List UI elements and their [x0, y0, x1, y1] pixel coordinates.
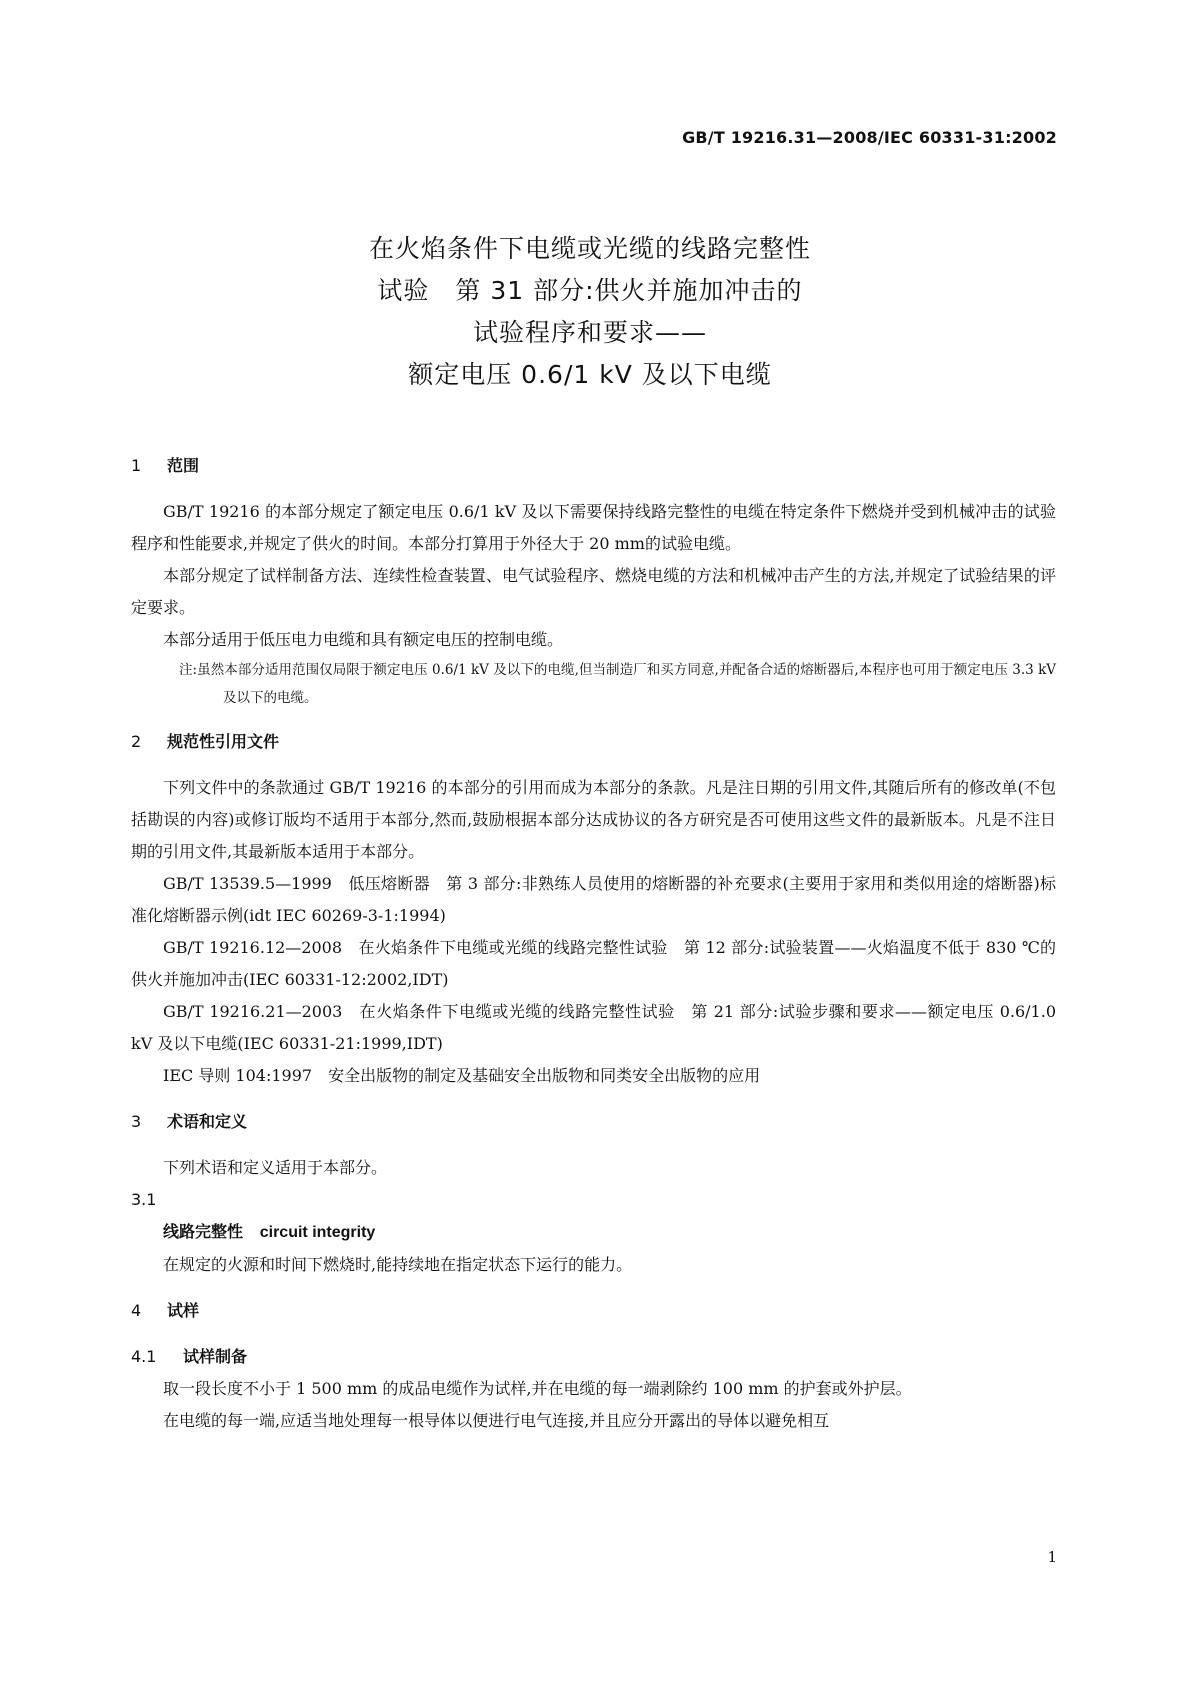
standard-number: GB/T 19216.31—2008/IEC 60331-31:2002: [682, 128, 1057, 147]
section-number: 3: [131, 1112, 142, 1131]
reference-item: GB/T 19216.12—2008 在火焰条件下电缆或光缆的线路完整性试验 第 12 部分:试验装置——火焰温度不低于 830 ℃的供火并施加冲击(IEC 60331-12:2002,IDT): [131, 938, 1056, 989]
subsection-number: 3.1: [131, 1190, 157, 1209]
reference-item: GB/T 19216.21—2003 在火焰条件下电缆或光缆的线路完整性试验 第 21 部分:试验步骤和要求——额定电压 0.6/1.0 kV 及以下电缆(IEC 60331-21:1999,IDT): [131, 1002, 1056, 1053]
term-entry: [131, 1216, 1056, 1249]
section-title: 规范性引用文件: [167, 732, 280, 751]
section-title: 试样: [167, 1301, 200, 1320]
subsection-number: 4.1: [131, 1347, 157, 1366]
section-4-paragraph-2: 在电缆的每一端,应适当地处理每一根导体以便进行电气连接,并且应分开露出的导体以避免相互: [163, 1411, 830, 1430]
section-3-heading: [131, 1106, 1056, 1138]
reference-item: IEC 导则 104:1997 安全出版物的制定及基础安全出版物和同类安全出版物的应用: [163, 1066, 761, 1085]
term-english: circuit integrity: [259, 1224, 376, 1241]
section-2-paragraph-1: 下列文件中的条款通过 GB/T 19216 的本部分的引用而成为本部分的条款。凡是注日期的引用文件,其随后所有的修改单(不包括勘误的内容)或修订版均不适用于本部分,然而,鼓励根据本部分达成协议的各方研究是否可使用这些文件的最新版本。凡是不注日期的引用文件,其最新版本适用于本部分。: [131, 778, 1056, 861]
page-number: 1: [1047, 1548, 1057, 1566]
title-line-1: 在火焰条件下电缆或光缆的线路完整性: [368, 234, 811, 263]
section-1-paragraph-2: 本部分规定了试样制备方法、连续性检查装置、电气试验程序、燃烧电缆的方法和机械冲击产生的方法,并规定了试验结果的评定要求。: [131, 566, 1056, 617]
subsection-title: 试样制备: [183, 1347, 248, 1366]
title-line-2: 试验 第 31 部分:供火并施加冲击的: [377, 276, 803, 305]
section-number: 4: [131, 1301, 142, 1320]
section-number: 2: [131, 732, 142, 751]
section-3-paragraph-1: 下列术语和定义适用于本部分。: [163, 1158, 388, 1177]
title-line-4: 额定电压 0.6/1 kV 及以下电缆: [408, 360, 772, 389]
subsection-3-1-number: [131, 1184, 1056, 1216]
document-title: [160, 228, 1020, 396]
section-4-heading: [131, 1295, 1056, 1327]
term-chinese: 线路完整性: [163, 1222, 244, 1241]
term-definition: 在规定的火源和时间下燃烧时,能持续地在指定状态下运行的能力。: [163, 1255, 633, 1274]
subsection-4-1-heading: [131, 1341, 1056, 1373]
section-1-paragraph-1: GB/T 19216 的本部分规定了额定电压 0.6/1 kV 及以下需要保持线路完整性的电缆在特定条件下燃烧并受到机械冲击的试验程序和性能要求,并规定了供火的时间。本部分打算用于外径大于 20 mm的试验电缆。: [131, 502, 1056, 553]
reference-item: GB/T 13539.5—1999 低压熔断器 第 3 部分:非熟练人员使用的熔断器的补充要求(主要用于家用和类似用途的熔断器)标准化熔断器示例(idt IEC 60269-3-1:1994): [131, 874, 1056, 925]
title-line-3: 试验程序和要求——: [472, 318, 707, 347]
section-title: 术语和定义: [167, 1112, 248, 1131]
section-4-paragraph-1: 取一段长度不小于 1 500 mm 的成品电缆作为试样,并在电缆的每一端剥除约 100 mm 的护套或外护层。: [163, 1379, 912, 1398]
document-body: [131, 450, 1056, 1437]
section-1-note: 注:虽然本部分适用范围仅局限于额定电压 0.6/1 kV 及以下的电缆,但当制造厂和买方同意,并配备合适的熔断器后,本程序也可用于额定电压 3.3 kV 及以下的电缆。: [179, 662, 1056, 706]
section-1-paragraph-3: 本部分适用于低压电力电缆和具有额定电压的控制电缆。: [163, 630, 564, 649]
section-1-heading: [131, 450, 1056, 482]
section-2-heading: [131, 726, 1056, 758]
section-title: 范围: [167, 456, 200, 475]
section-number: 1: [131, 456, 142, 475]
